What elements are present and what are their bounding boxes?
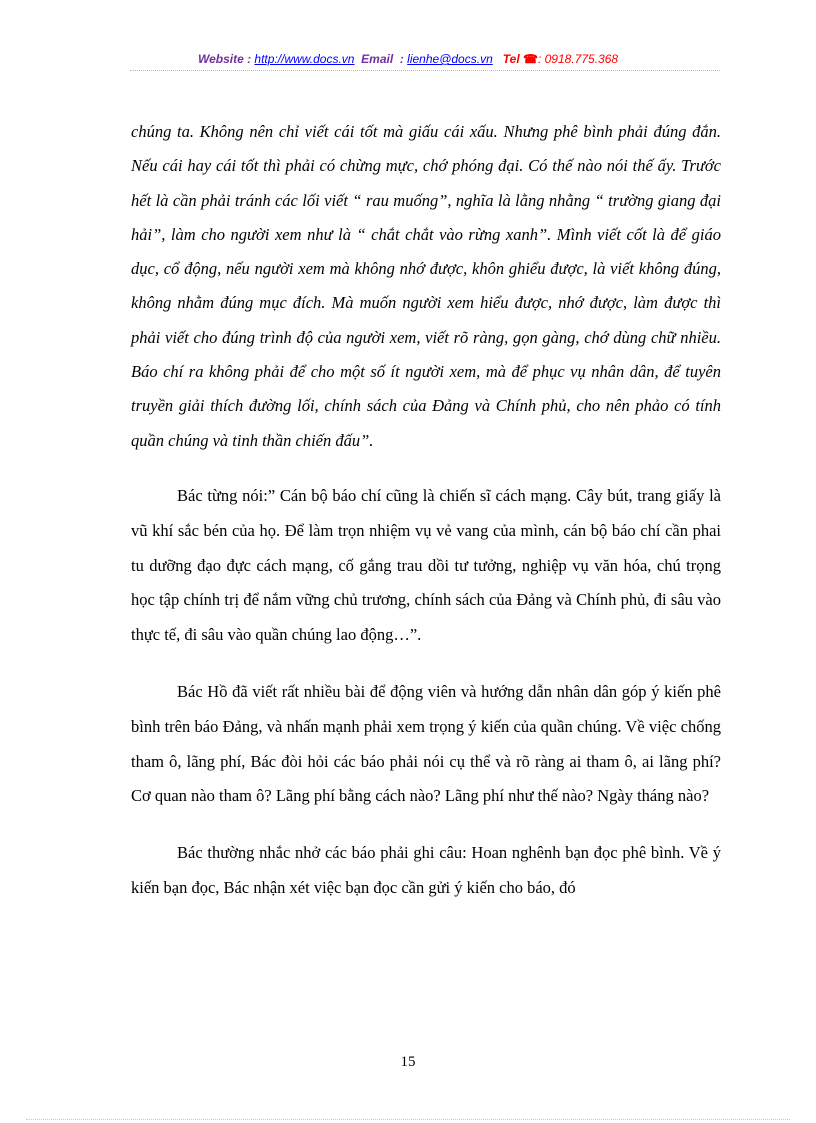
header-divider (130, 70, 720, 71)
page-header (0, 51, 816, 67)
phone-icon: ☎ (523, 52, 538, 66)
tel-number: : 0918.775.368 (537, 52, 619, 66)
page-number: 15 (400, 1054, 416, 1070)
tel-label: Tel (502, 52, 520, 66)
email-separator: : (399, 52, 404, 66)
website-link[interactable]: http://www.docs.vn (254, 52, 355, 66)
website-label: Website : (197, 52, 252, 66)
paragraph-3: Bác Hồ đã viết rất nhiều bài để động viên và hướng dẫn nhân dân góp ý kiến phê bình trên báo Đảng, và nhấn mạnh phải xem trọng ý kiến của quần chúng. Về việc chống tham ô, lãng phí, Bác đòi hỏi các báo phải nói cụ thể và rõ ràng ai tham ô, ai lãng phí? Cơ quan nào tham ô? Lãng phí bằng cách nào? Lãng phí như thế nào? Ngày tháng nào? (131, 681, 721, 806)
paragraph-2: Bác từng nói:” Cán bộ báo chí cũng là chiến sĩ cách mạng. Cây bút, trang giấy là vũ khí sắc bén của họ. Để làm trọn nhiệm vụ vẻ vang của mình, cán bộ báo chí cần phai tu dưỡng đạo đực cách mạng, cố gắng trau dồi tư tưởng, nghiệp vụ văn hóa, chú trọng học tập chính trị để nắm vững chủ trương, chính sách của Đảng và Chính phủ, đi sâu vào thực tế, đi sâu vào quần chúng lao động…”. (131, 485, 721, 645)
email-link[interactable]: lienhe@docs.vn (407, 52, 493, 66)
footer-divider (26, 1119, 790, 1120)
page-body (131, 115, 721, 906)
paragraph-4: Bác thường nhắc nhở các báo phải ghi câu: Hoan nghênh bạn đọc phê bình. Về ý kiến bạn đọc, Bác nhận xét việc bạn đọc cần gửi ý kiến cho báo, đó (131, 843, 721, 897)
paragraph-1: chúng ta. Không nên chỉ viết cái tốt mà giấu cái xấu. Nhưng phê bình phải đúng đắn. Nếu cái hay cái tốt thì phải có chừng mực, chớ phóng đại. Có thế nào nói thế ấy. Trước hết là cần phải tránh các lối viết “ rau muống”, nghĩa là lằng nhằng “ trường giang đại hải”, làm cho người xem như là “ chắt chắt vào rừng xanh”. Mình viết cốt là để giáo dục, cổ động, nếu người xem mà không nhớ được, khôn ghiểu được, là viết không đúng, không nhằm đúng mục đích. Mà muốn người xem hiểu được, nhớ được, làm được thì phải viết cho đúng trình độ của người xem, viết rõ ràng, gọn gàng, chớ dùng chữ nhiều. Báo chí ra không phải để cho một số ít người xem, mà để phục vụ nhân dân, để tuyên truyền giải thích đường lối, chính sách của Đảng và Chính phủ, cho nên phảo có tính quần chúng và tinh thần chiến đấu”. (131, 122, 721, 450)
email-label: Email (361, 52, 394, 66)
